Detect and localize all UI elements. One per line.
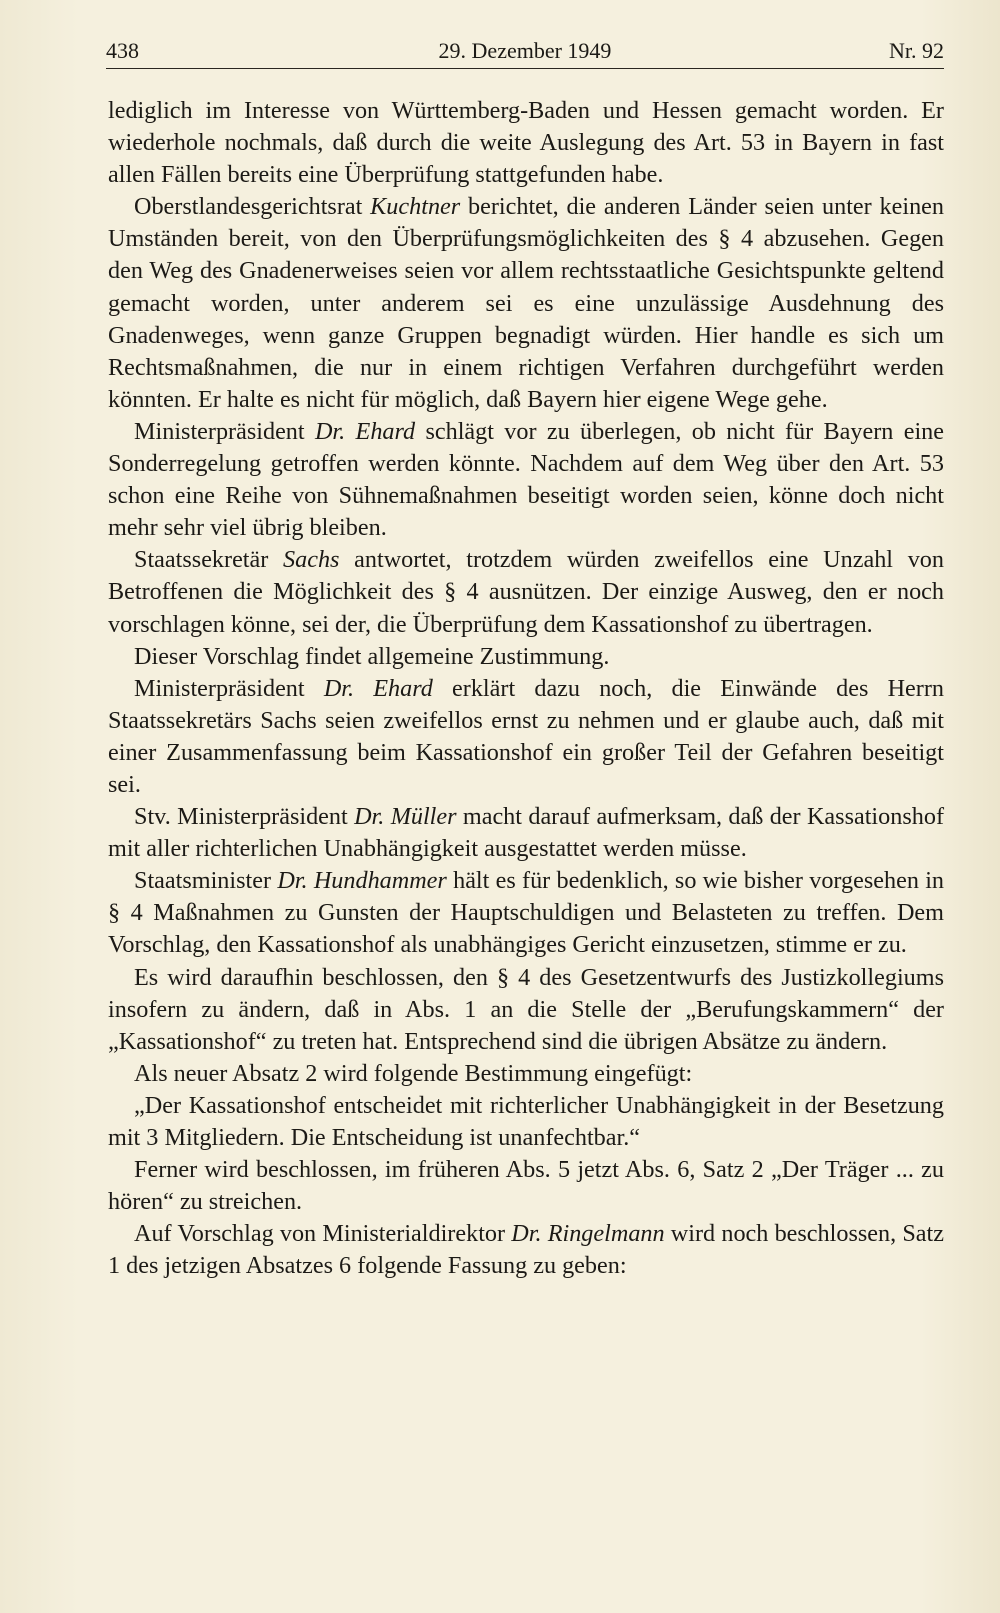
paragraph: [108, 191, 944, 416]
speaker-name: Dr. Müller: [354, 803, 457, 831]
paragraph-text: lediglich im Interesse von Württemberg-Baden und Hessen gemacht worden. Er wiederhole nochmals, daß durch die weite Auslegung des Art. 53 in Bayern in fast allen Fällen bereits eine Überprüfung stattgefunden habe.: [108, 97, 944, 189]
paragraph-text: Staatsminister: [134, 867, 278, 895]
paragraph-text: wird noch beschlossen, Satz 1 des jetzigen Absatzes 6 folgende Fassung zu geben:: [108, 1220, 944, 1280]
paragraph-text: Es wird daraufhin beschlossen, den § 4 des Gesetzentwurfs des Justizkollegiums insofern zu ändern, daß in Abs. 1 an die Stelle der „Berufungskammern“ der „Kassationshof“ zu treten hat. Entsprechend sind die übrigen Absätze zu ändern.: [108, 963, 944, 1055]
speaker-name: Dr. Ehard: [314, 417, 416, 445]
paragraph-text: erklärt dazu noch, die Einwände des Herrn Staatssekretärs Sachs seien zweifellos ernst zu nehmen und er glaube auch, daß mit einer Zusammenfassung beim Kassationshof ein großer Teil der Gefahren beseitigt sei.: [108, 674, 944, 798]
speaker-name: Dr. Ehard: [323, 674, 433, 702]
paragraph: [108, 544, 944, 640]
paragraph: [108, 962, 944, 1058]
paragraph-text: macht darauf aufmerksam, daß der Kassationshof mit aller richterlichen Unabhängigkeit ausgestattet werden müsse.: [108, 803, 944, 863]
paragraph: [108, 1154, 944, 1218]
paragraph: [108, 801, 944, 865]
paragraph-text: Ministerpräsident: [134, 417, 315, 445]
paragraph: [108, 416, 944, 544]
speaker-name: Dr. Ringelmann: [511, 1220, 665, 1248]
paragraph-text: hält es für bedenklich, so wie bisher vorgesehen in § 4 Maßnahmen zu Gunsten der Hauptschuldigen und Belasteten zu treffen. Dem Vorschlag, den Kassationshof als unabhängiges Gericht einzusetzen, stimme er zu.: [108, 867, 945, 959]
page-number: 438: [106, 38, 139, 63]
page-header: [106, 36, 944, 66]
paragraph-text: „Der Kassationshof entscheidet mit richterlicher Unabhängigkeit in der Besetzung mit 3 Mitgliedern. Die Entscheidung ist unanfechtbar.“: [108, 1091, 944, 1151]
speaker-name: Kuchtner: [370, 193, 461, 221]
paragraph-text: Ministerpräsident: [134, 674, 324, 702]
speaker-name: Sachs: [283, 546, 340, 574]
paragraph: [108, 1058, 944, 1090]
speaker-name: Dr. Hundhammer: [277, 867, 447, 895]
paragraph: [108, 95, 944, 191]
paragraph-text: Stv. Ministerpräsident: [134, 803, 355, 831]
paragraph-text: schlägt vor zu überlegen, ob nicht für Bayern eine Sonderregelung getroffen werden könnte. Nachdem auf dem Weg über den Art. 53 schon eine Reihe von Sühnemaßnahmen beseitigt worden seien, könne doch nicht mehr sehr viel übrig bleiben.: [108, 417, 945, 542]
paragraph-text: Ferner wird beschlossen, im früheren Abs. 5 jetzt Abs. 6, Satz 2 „Der Träger ... zu hören“ zu streichen.: [108, 1156, 944, 1216]
quoted-paragraph: [108, 1090, 944, 1154]
document-body: [108, 95, 944, 1282]
paragraph-text: Oberstlandesgerichtsrat: [134, 193, 371, 221]
paragraph: [108, 1218, 944, 1282]
paragraph-text: antwortet, trotzdem würden zweifellos eine Unzahl von Betroffenen die Möglichkeit des § 4 ausnützen. Der einzige Ausweg, den er noch vorschlagen könne, sei der, die Überprüfung dem Kassationshof zu übertragen.: [108, 546, 944, 638]
paragraph: [108, 673, 944, 801]
paragraph-text: Als neuer Absatz 2 wird folgende Bestimmung eingefügt:: [134, 1059, 693, 1087]
paragraph: [108, 865, 944, 961]
header-rule: [106, 68, 944, 69]
paragraph-text: Auf Vorschlag von Ministerialdirektor: [134, 1220, 512, 1248]
header-date: 29. Dezember 1949: [438, 38, 612, 63]
paragraph-text: berichtet, die anderen Länder seien unter keinen Umständen bereit, von den Überprüfungsmöglichkeiten des § 4 abzusehen. Gegen den Weg des Gnadenerweises seien vor allem rechtsstaatliche Gesichtspunkte geltend gemacht worden, unter anderem sei es eine unzulässige Ausdehnung des Gnadenweges, wenn ganze Gruppen begnadigt würden. Hier handle es sich um Rechtsmaßnahmen, die nur in einem richtigen Verfahren durchgeführt werden könnten. Er halte es nicht für möglich, daß Bayern hier eigene Wege gehe.: [108, 193, 944, 413]
document-number: Nr. 92: [889, 38, 944, 63]
paragraph-text: Staatssekretär: [134, 546, 284, 574]
paragraph-text: Dieser Vorschlag findet allgemeine Zustimmung.: [134, 642, 610, 670]
paragraph: [108, 641, 944, 673]
